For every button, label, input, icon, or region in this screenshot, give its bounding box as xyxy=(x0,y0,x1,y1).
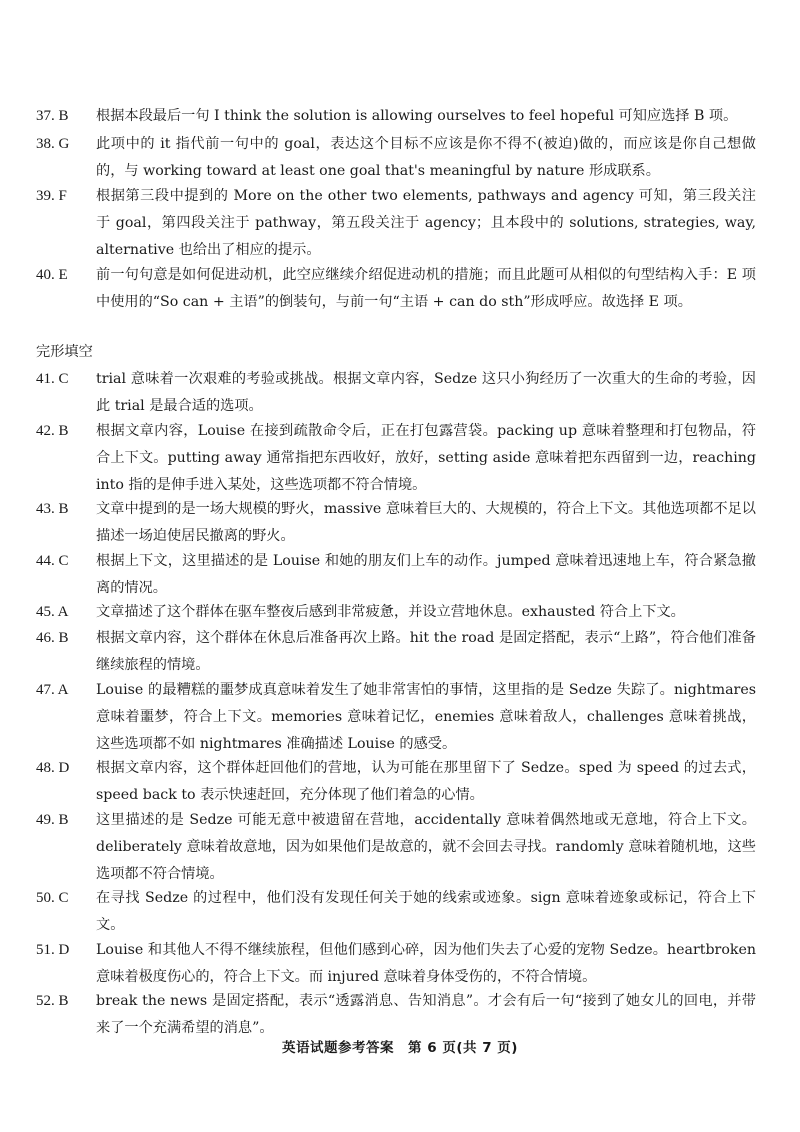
answer-entry-40 xyxy=(36,262,756,316)
answer-explanation: Louise 和其他人不得不继续旅程，但他们感到心碎，因为他们失去了心爱的宠物 Sedze。heartbroken 意味着极度伤心的，符合上下文。而 injured 意味着身体受伤的，不符合情境。 xyxy=(96,942,756,985)
page-footer: 英语试题参考答案 第 6 页(共 7 页) xyxy=(282,1040,518,1056)
answer-explanation: 根据第三段中提到的 More on the other two elements, pathways and agency 可知，第三段关注于 goal，第四段关注于 pathway，第五段关注于 agency；且本段中的 solutions, strategies, way, alternative 也给出了相应的提示。 xyxy=(96,188,756,258)
answer-entry-51 xyxy=(36,937,756,991)
answer-number: 37. B xyxy=(36,108,69,124)
answer-number: 42. B xyxy=(36,423,69,439)
answer-number: 43. B xyxy=(36,501,69,517)
answer-entry-38 xyxy=(36,131,756,185)
answer-entry-44 xyxy=(36,548,756,602)
answer-entry-39 xyxy=(36,183,756,264)
answer-entry-49 xyxy=(36,807,756,888)
answer-explanation: 文章描述了这个群体在驱车整夜后感到非常疲惫，并设立营地休息。exhausted 符合上下文。 xyxy=(96,604,685,620)
answer-explanation: 文章中提到的是一场大规模的野火，massive 意味着巨大的、大规模的，符合上下文。其他选项都不足以描述一场迫使居民撤离的野火。 xyxy=(96,501,756,544)
answer-entry-48 xyxy=(36,755,756,809)
answer-number: 45. A xyxy=(36,604,69,620)
answer-entry-52 xyxy=(36,988,756,1042)
answer-explanation: 根据本段最后一句 I think the solution is allowing ourselves to feel hopeful 可知应选择 B 项。 xyxy=(96,108,738,124)
section-title-cloze: 完形填空 xyxy=(36,344,93,360)
answer-explanation: 此项中的 it 指代前一句中的 goal，表达这个目标不应该是你不得不(被迫)做的，而应该是你自己想做的，与 working toward at least one goal that's meaningful by nature 形成联系。 xyxy=(96,136,756,179)
answer-entry-47 xyxy=(36,677,756,758)
answer-number: 41. C xyxy=(36,371,69,387)
answer-explanation: 根据上下文，这里描述的是 Louise 和她的朋友们上车的动作。jumped 意味着迅速地上车，符合紧急撤离的情况。 xyxy=(96,553,756,596)
answer-number: 38. G xyxy=(36,136,70,152)
answer-entry-46 xyxy=(36,625,756,679)
answer-explanation: 在寻找 Sedze 的过程中，他们没有发现任何关于她的线索或迹象。sign 意味着迹象或标记，符合上下文。 xyxy=(96,890,756,933)
answer-explanation: 根据文章内容，这个群体在休息后准备再次上路。hit the road 是固定搭配，表示“上路”，符合他们准备继续旅程的情境。 xyxy=(96,630,756,673)
answer-explanation: 根据文章内容，Louise 在接到疏散命令后，正在打包露营袋。packing up 意味着整理和打包物品，符合上下文。putting away 通常指把东西收好，放好，setting aside 意味着把东西留到一边，reaching into 指的是伸手进入某处，这些选项都不符合情境。 xyxy=(96,423,756,493)
answer-entry-45 xyxy=(36,599,756,626)
answer-number: 46. B xyxy=(36,630,69,646)
answer-explanation: break the news 是固定搭配，表示“透露消息、告知消息”。才会有后一句“接到了她女儿的回电，并带来了一个充满希望的消息”。 xyxy=(96,993,756,1036)
answer-entry-43 xyxy=(36,496,756,550)
answer-entry-42 xyxy=(36,418,756,499)
answer-number: 39. F xyxy=(36,188,67,204)
answer-explanation: 这里描述的是 Sedze 可能无意中被遗留在营地，accidentally 意味着偶然地或无意地，符合上下文。deliberately 意味着故意地，因为如果他们是故意的，就不会回去寻找。randomly 意味着随机地，这些选项都不符合情境。 xyxy=(96,812,756,882)
answer-number: 51. D xyxy=(36,942,70,958)
answer-number: 47. A xyxy=(36,682,69,698)
answer-explanation: trial 意味着一次艰难的考验或挑战。根据文章内容，Sedze 这只小狗经历了一次重大的生命的考验，因此 trial 是最合适的选项。 xyxy=(96,371,756,414)
answer-entry-37 xyxy=(36,103,756,130)
answer-number: 49. B xyxy=(36,812,69,828)
answer-explanation: 前一句句意是如何促进动机，此空应继续介绍促进动机的措施；而且此题可从相似的句型结构入手：E 项中使用的“So can + 主语”的倒装句，与前一句“主语 + can do sth”形成呼应。故选择 E 项。 xyxy=(96,267,756,310)
answer-entry-50 xyxy=(36,885,756,939)
answer-number: 50. C xyxy=(36,890,69,906)
answer-explanation: Louise 的最糟糕的噩梦成真意味着发生了她非常害怕的事情，这里指的是 Sedze 失踪了。nightmares 意味着噩梦，符合上下文。memories 意味着记忆，enemies 意味着敌人，challenges 意味着挑战，这些选项都不如 nightmares 准确描述 Louise 的感受。 xyxy=(96,682,756,752)
answer-number: 52. B xyxy=(36,993,69,1009)
answer-explanation: 根据文章内容，这个群体赶回他们的营地，认为可能在那里留下了 Sedze。sped 为 speed 的过去式，speed back to 表示快速赶回，充分体现了他们着急的心情。 xyxy=(96,760,756,803)
answer-number: 48. D xyxy=(36,760,70,776)
answer-number: 44. C xyxy=(36,553,69,569)
answer-entry-41 xyxy=(36,366,756,420)
answer-number: 40. E xyxy=(36,267,68,283)
